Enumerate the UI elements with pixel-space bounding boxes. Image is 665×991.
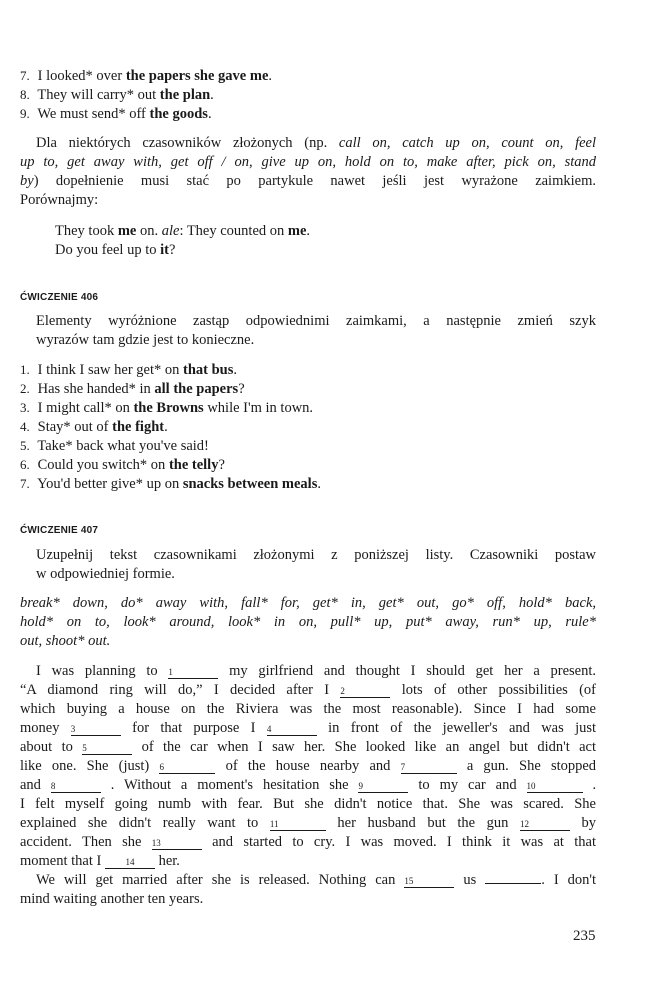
- gap-8[interactable]: 8: [51, 781, 101, 793]
- gap-1[interactable]: 1: [168, 667, 218, 679]
- gap-4[interactable]: 4: [267, 724, 317, 736]
- example-item: 8. They will carry* out the plan.: [20, 87, 214, 103]
- gap-10[interactable]: 10: [527, 781, 583, 793]
- gap-15[interactable]: 15: [404, 876, 454, 888]
- list-item: 5. Take* back what you've said!: [20, 438, 209, 454]
- gap-6[interactable]: 6: [159, 762, 215, 774]
- exercise-406-list: [20, 360, 596, 493]
- gap-14[interactable]: 14: [105, 857, 155, 869]
- gap-5[interactable]: 5: [82, 743, 132, 755]
- list-item: 7. You'd better give* up on snacks between meals.: [20, 476, 321, 492]
- grammar-note-cont: up to, get away with, get off / on, give up on, hold on to, make after, pick on, stand by) dopełnienie musi stać po partykule nawet jeśli jest wyrażone zaimkiem. Porównajmy:: [20, 154, 596, 208]
- list-item: 4. Stay* out of the fight.: [20, 419, 168, 435]
- gap-15b[interactable]: [485, 872, 541, 884]
- gap-fill-text: I was planning to 1 my girlfriend and thought I should get her a present. “A diamond ring will do,” I decided after I 2 lots of other possibilities (of which buying a house on the Riviera was the most reasonable). Since I had some money 3 for that purpose I 4 in front of the jeweller's and was just about to 5 of the car when I saw her. She looked like an angel but didn't act like one. She (just) 6 of the house nearby and 7 a gun. She stopped and 8 . Without a moment's hesitation she 9 to my car and 10 . I felt myself going numb with fear. But she didn't notice that. She was scared. She explained she didn't really want to 11 her husband but the gun 12 by accident. Then she 13 and started to cry. I was moved. I think it was at that moment that I 14 her. We will get married after she is released. Nothing can 15 us . I don't mind waiting another ten years.: [20, 663, 597, 907]
- gap-13[interactable]: 13: [152, 838, 202, 850]
- grammar-note: Dla niektórych czasowników złożonych (np. call on, catch up on, count on, feel: [36, 135, 596, 151]
- top-examples: [20, 66, 596, 123]
- list-item: 1. I think I saw her get* on that bus.: [20, 362, 237, 378]
- gap-3[interactable]: 3: [71, 724, 121, 736]
- list-item: 3. I might call* on the Browns while I'm in town.: [20, 400, 314, 416]
- gap-2[interactable]: 2: [340, 686, 390, 698]
- page-number: 235: [573, 928, 596, 944]
- gap-12[interactable]: 12: [520, 819, 570, 831]
- list-item: 6. Could you switch* on the telly?: [20, 457, 225, 473]
- gap-9[interactable]: 9: [358, 781, 408, 793]
- exercise-406-instructions: Elementy wyróżnione zastąp odpowiednimi zaimkami, a następnie zmień szyk wyrazów tam gdzie jest to konieczne.: [36, 313, 596, 348]
- exercise-407-instructions: Uzupełnij tekst czasownikami złożonymi z poniższej listy. Czasowniki postaw w odpowiedniej formie.: [36, 547, 596, 582]
- gap-7[interactable]: 7: [401, 762, 457, 774]
- gap-11[interactable]: 11: [270, 819, 326, 831]
- exercise-406-heading: ĆWICZENIE 406: [20, 292, 99, 303]
- example-item: 7. I looked* over the papers she gave me.: [20, 68, 273, 84]
- comparison-examples: They took me on. ale: They counted on me. Do you feel up to it?: [55, 223, 311, 258]
- exercise-407-heading: ĆWICZENIE 407: [20, 525, 99, 536]
- phrasal-verb-list: break* down, do* away with, fall* for, get* in, get* out, go* off, hold* back, hold* on to, look* around, look* in on, pull* up, put* away, run* up, rule* out, shoot* out.: [20, 595, 596, 649]
- example-item: 9. We must send* off the goods.: [20, 106, 212, 122]
- list-item: 2. Has she handed* in all the papers?: [20, 381, 245, 397]
